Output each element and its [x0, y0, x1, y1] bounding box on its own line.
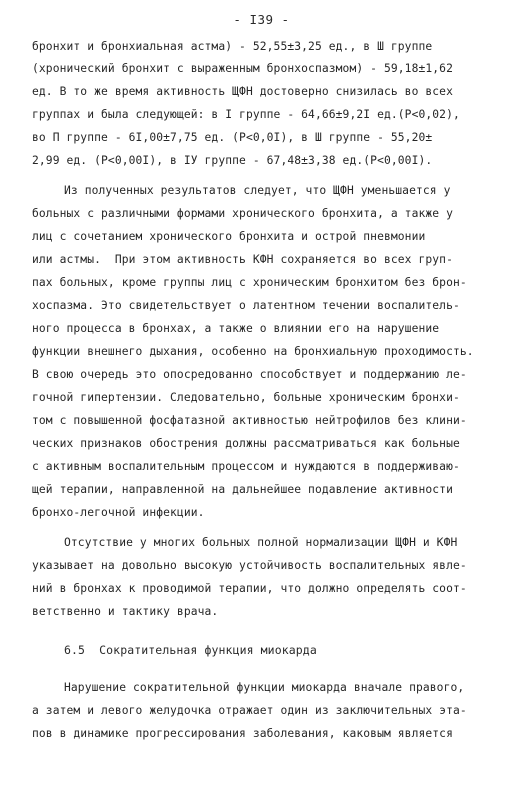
paragraph-4-line-2: а затем и левого желудочка отражает один из заключительных эта-: [32, 704, 467, 717]
paragraph-2-line-12: ческих признаков обострения должны рассматриваться как больные: [32, 437, 460, 450]
paragraph-3-line-4: ветственно и тактику врача.: [32, 605, 219, 618]
page-number: - I39 -: [233, 12, 290, 27]
paragraph-2-line-10: гочной гипертензии. Следовательно, больные хроническим бронхи-: [32, 391, 460, 404]
paragraph-4-line-1: Нарушение сократительной функции миокарда вначале правого,: [64, 681, 465, 694]
paragraph-3-line-2: указывает на довольно высокую устойчивость воспалительных явле-: [32, 559, 467, 572]
paragraph-1-line-2: (хронический бронхит с выраженным бронхоспазмом) - 59,18±1,62: [32, 62, 453, 75]
paragraph-2-line-1: Из полученных результатов следует, что ЩФН уменьшается у: [64, 184, 451, 197]
paragraph-2-line-13: с активным воспалительным процессом и нуждаются в поддерживаю-: [32, 460, 460, 473]
paragraph-2-line-3: лиц с сочетанием хронического бронхита и острой пневмонии: [32, 230, 426, 243]
paragraph-1-line-6: 2,99 ед. (P<0,00I), в IУ группе - 67,48±3,38 ед.(P<0,00I).: [32, 154, 433, 167]
paragraph-1-line-5: во П группе - 6I,00±7,75 ед. (P<0,0I), в Ш группе - 55,20±: [32, 131, 433, 144]
paragraph-2-line-6: хоспазма. Это свидетельствует о латентном течении воспалитель-: [32, 299, 460, 312]
paragraph-1-line-4: группах и была следующей: в I группе - 64,66±9,2I ед.(P<0,02),: [32, 108, 460, 121]
paragraph-2-line-15: бронхо-легочной инфекции.: [32, 506, 205, 519]
paragraph-2-line-9: В свою очередь это опосредованно способствует и поддержанию ле-: [32, 368, 467, 381]
section-heading: 6.5 Сократительная функция миокарда: [64, 643, 317, 657]
paragraph-2-line-14: щей терапии, направленной на дальнейшее подавление активности: [32, 483, 453, 496]
paragraph-2-line-8: функции внешнего дыхания, особенно на бронхиальную проходимость.: [32, 345, 474, 358]
paragraph-3-line-1: Отсутствие у многих больных полной нормализации ЩФН и КФН: [64, 536, 458, 549]
paragraph-2-line-11: том с повышенной фосфатазной активностью нейтрофилов без клини-: [32, 414, 467, 427]
paragraph-2-line-5: пах больных, кроме группы лиц с хроническим бронхитом без брон-: [32, 276, 467, 289]
paragraph-4-line-3: пов в динамике прогрессирования заболевания, каковым является: [32, 727, 453, 740]
paragraph-2-line-2: больных с различными формами хронического бронхита, а также у: [32, 207, 453, 220]
paragraph-1-line-3: ед. В то же время активность ЩФН достоверно снизилась во всех: [32, 85, 453, 98]
paragraph-2-line-7: ного процесса в бронхах, а также о влиянии его на нарушение: [32, 322, 440, 335]
paragraph-1-line-1: бронхит и бронхиальная астма) - 52,55±3,25 ед., в Ш группе: [32, 40, 433, 53]
paragraph-2-line-4: или астмы. При этом активность КФН сохраняется во всех груп-: [32, 253, 453, 266]
paragraph-3-line-3: ний в бронхах к проводимой терапии, что должно определять соот-: [32, 582, 467, 595]
